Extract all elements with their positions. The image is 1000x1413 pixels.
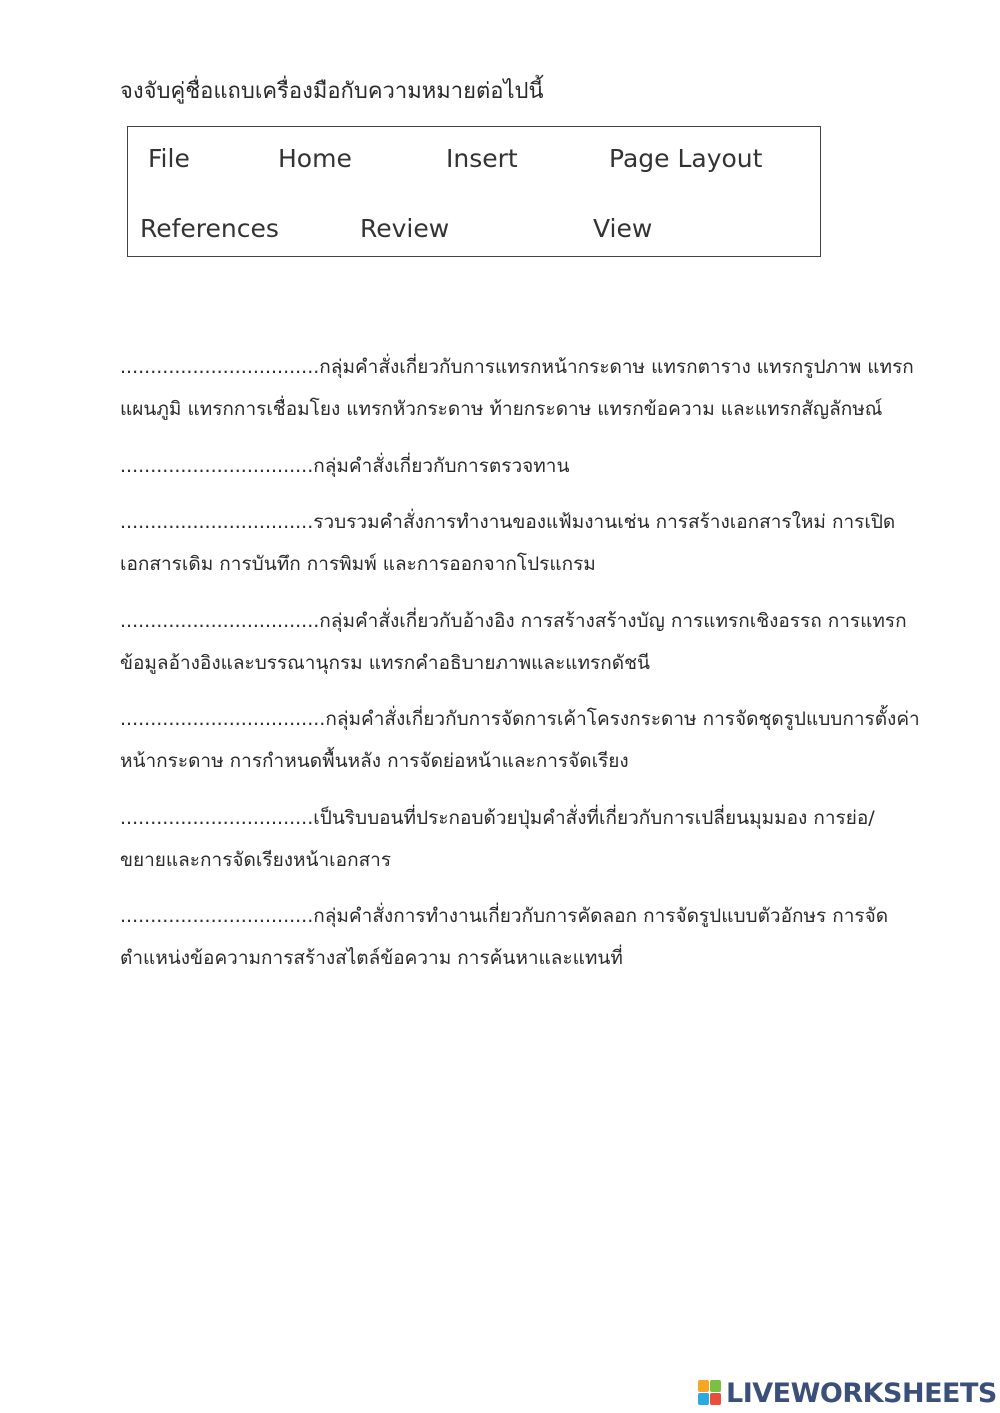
question-line: หน้ากระดาษ การกำหนดพื้นหลัง การจัดย่อหน้าและการจัดเรียง	[120, 750, 629, 772]
word-page-layout: Page Layout	[609, 144, 763, 173]
word-references: References	[140, 214, 279, 243]
question-line: ข้อมูลอ้างอิงและบรรณานุกรม แทรกคำอธิบายภาพและแทรกดัชนี	[120, 652, 650, 674]
question-line: .................................กลุ่มคำสั่งเกี่ยวกับอ้างอิง การสร้างสร้างบัญ การแทรกเชิงอรรถ การแทรก	[120, 610, 907, 632]
word-review: Review	[360, 214, 450, 243]
question-line: ................................กลุ่มคำสั่งเกี่ยวกับการตรวจทาน	[120, 455, 570, 477]
question-line: ................................รวบรวมคำสั่งการทำงานของแฟ้มงานเช่น การสร้างเอกสารใหม่ การเปิด	[120, 511, 896, 533]
question-item-6[interactable]	[120, 797, 880, 881]
question-item-1[interactable]	[120, 346, 914, 430]
word-insert: Insert	[446, 144, 518, 173]
word-file: File	[148, 144, 190, 173]
word-home: Home	[278, 144, 352, 173]
question-line: .................................กลุ่มคำสั่งเกี่ยวกับการแทรกหน้ากระดาษ แทรกตาราง แทรกรูปภาพ แทรก	[120, 356, 914, 378]
word-bank-box	[127, 126, 821, 257]
question-item-3[interactable]	[120, 501, 896, 585]
question-item-7[interactable]	[120, 895, 889, 979]
question-line: ................................กลุ่มคำสั่งการทำงานเกี่ยวกับการคัดลอก การจัดรูปแบบตัวอักษร การจัด	[120, 905, 889, 927]
question-line: ตำแหน่งข้อความการสร้างสไตล์ข้อความ การค้นหาและแทนที่	[120, 947, 623, 969]
instruction-heading: จงจับคู่ชื่อแถบเครื่องมือกับความหมายต่อไปนี้	[120, 79, 544, 104]
question-item-4[interactable]	[120, 600, 907, 684]
liveworksheets-logo-icon	[698, 1380, 722, 1406]
question-item-2[interactable]	[120, 445, 880, 487]
word-view: View	[593, 214, 653, 243]
question-line: ................................เป็นริบบอนที่ประกอบด้วยปุ่มคำสั่งที่เกี่ยวกับการเปลี่ยนมุมมอง การย่อ/	[120, 807, 875, 829]
liveworksheets-logo	[698, 1376, 997, 1410]
question-line: แผนภูมิ แทรกการเชื่อมโยง แทรกหัวกระดาษ ท้ายกระดาษ แทรกข้อความ และแทรกสัญลักษณ์	[120, 398, 883, 420]
logo-text: LIVEWORKSHEETS	[726, 1377, 997, 1409]
question-line: ..................................กลุ่มคำสั่งเกี่ยวกับการจัดการเค้าโครงกระดาษ การจัดชุดรูปแบบการตั้งค่า	[120, 708, 920, 730]
question-item-5[interactable]	[120, 698, 920, 782]
question-line: เอกสารเดิม การบันทึก การพิมพ์ และการออกจากโปรแกรม	[120, 553, 596, 575]
question-line: ขยายและการจัดเรียงหน้าเอกสาร	[120, 849, 392, 871]
